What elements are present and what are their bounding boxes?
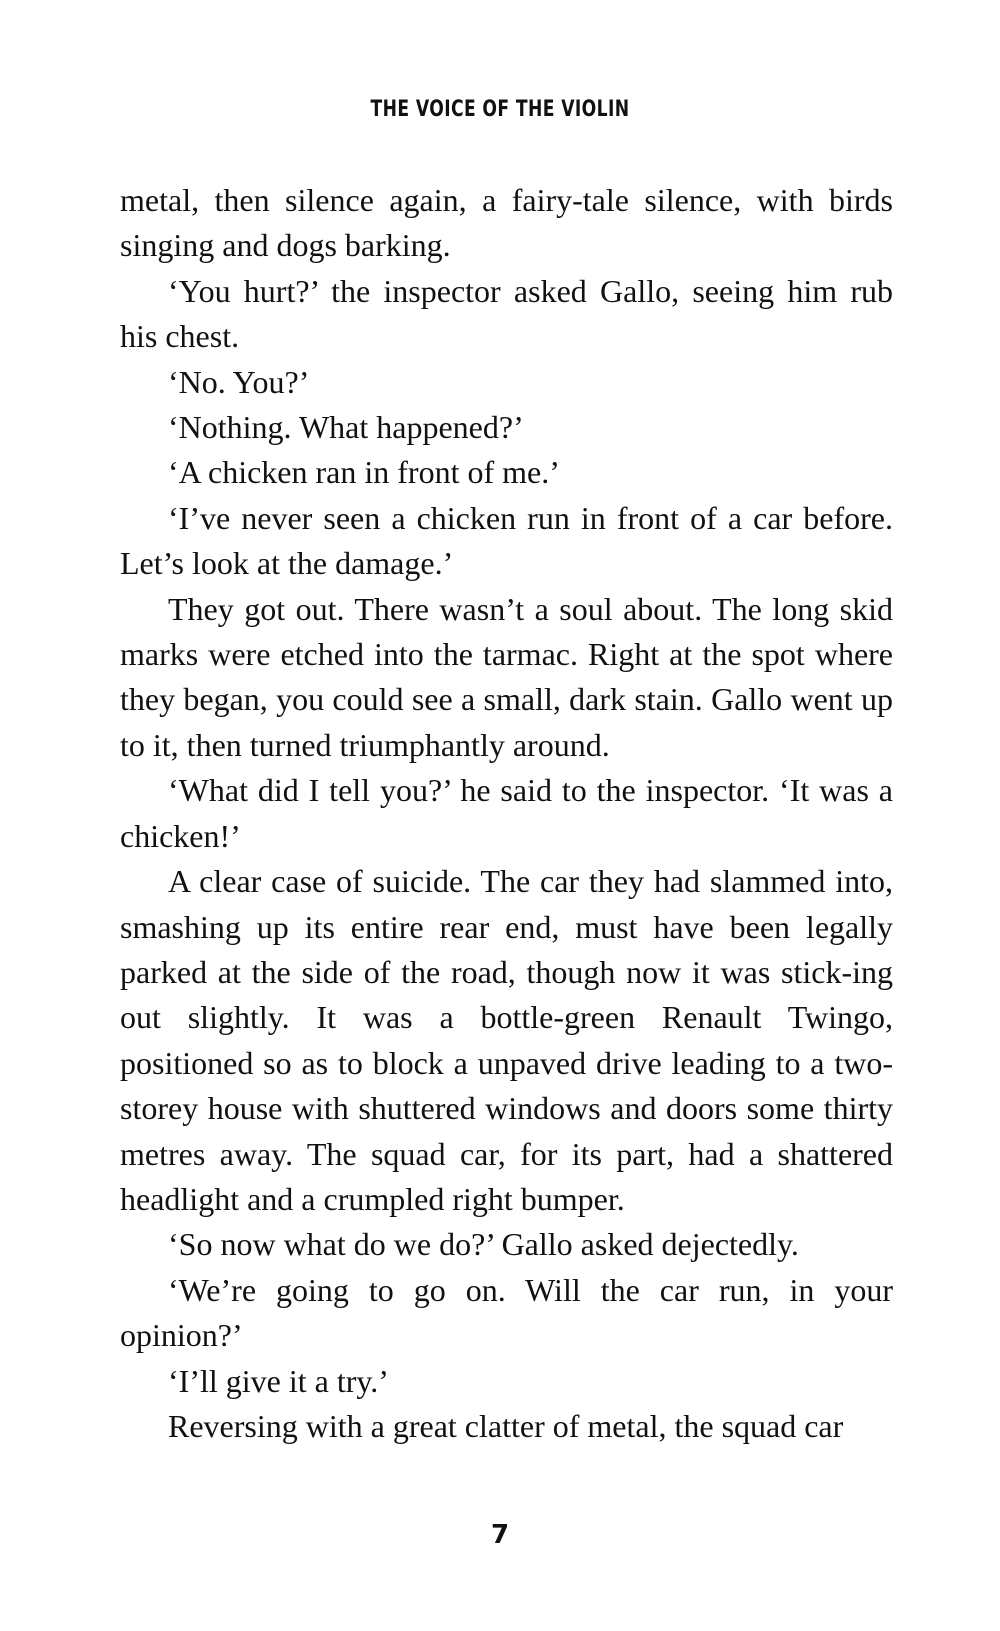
- paragraph: ‘You hurt?’ the inspector asked Gallo, seeing him rub his chest.: [120, 272, 893, 355]
- running-title: THE VOICE OF THE VIOLIN: [370, 97, 630, 122]
- paragraph: Reversing with a great clatter of metal, the squad car: [168, 1407, 844, 1444]
- paragraph: ‘Nothing. What happened?’: [168, 409, 524, 446]
- body-text: [120, 178, 893, 1449]
- page-number: 7: [490, 1520, 510, 1550]
- paragraph: ‘No. You?’: [168, 363, 310, 400]
- paragraph: ‘What did I tell you?’ he said to the inspector. ‘It was a chicken!’: [120, 772, 893, 854]
- paragraph: ‘A chicken ran in front of me.’: [168, 454, 560, 491]
- paragraph: ‘So now what do we do?’ Gallo asked dejectedly.: [168, 1226, 799, 1263]
- paragraph: A clear case of suicide. The car they had slammed into, smashing up its entire rear end, must have been legally parked at the side of the road, though now it was stick-ing out slightly. It was a bottle-green Renault Twingo, positioned so as to block a unpaved drive leading to a two-storey house with shuttered windows and doors some thirty metres away. The squad car, for its part, had a shattered headlight and a crumpled right bumper.: [120, 863, 893, 1217]
- paragraph: ‘I’ve never seen a chicken run in front of a car before. Let’s look at the damage.’: [120, 499, 893, 582]
- paragraph: They got out. There wasn’t a soul about. The long skid marks were etched into the tarmac. Right at the spot where they began, you could see a small, dark stain. Gallo went up to it, then turned triumphantly around.: [120, 590, 893, 763]
- paragraph: ‘I’ll give it a try.’: [168, 1362, 389, 1399]
- paragraph: ‘We’re going to go on. Will the car run, in your opinion?’: [120, 1271, 893, 1354]
- paragraph: metal, then silence again, a fairy-tale silence, with birds singing and dogs barking.: [120, 182, 893, 264]
